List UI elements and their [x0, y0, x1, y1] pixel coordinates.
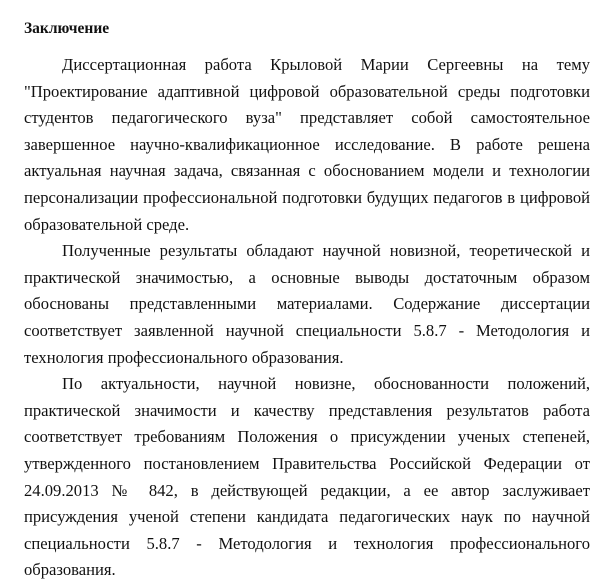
- document-page: [24, 21, 590, 584]
- paragraph-3: По актуальности, научной новизне, обоснованности положений, практической значимости и качеству представления результатов работа соответствует требованиям Положения о присуждении ученых степеней, утвержденного постановлением Правительства Российской Федерации от 24.09.2013 № 842, в действующей редакции, а ее автор заслуживает присуждения ученой степени кандидата педагогических наук по научной специальности 5.8.7 - Методология и технология профессионального образования.: [24, 374, 590, 580]
- paragraph-2: Полученные результаты обладают научной новизной, теоретической и практической значимостью, а основные выводы достаточным образом обоснованы представленными материалами. Содержание диссертации соответствует заявленной научной специальности 5.8.7 - Методология и технология профессионального образования.: [24, 241, 590, 367]
- paragraph-1: Диссертационная работа Крыловой Марии Сергеевны на тему "Проектирование адаптивной цифровой образовательной среды подготовки студентов педагогического вуза" представляет собой самостоятельное завершенное научно-квалификационное исследование. В работе решена актуальная научная задача, связанная с обоснованием модели и технологии персонализации профессиональной подготовки будущих педагогов в цифровой образовательной среде.: [24, 55, 590, 234]
- section-heading: Заключение: [24, 20, 110, 37]
